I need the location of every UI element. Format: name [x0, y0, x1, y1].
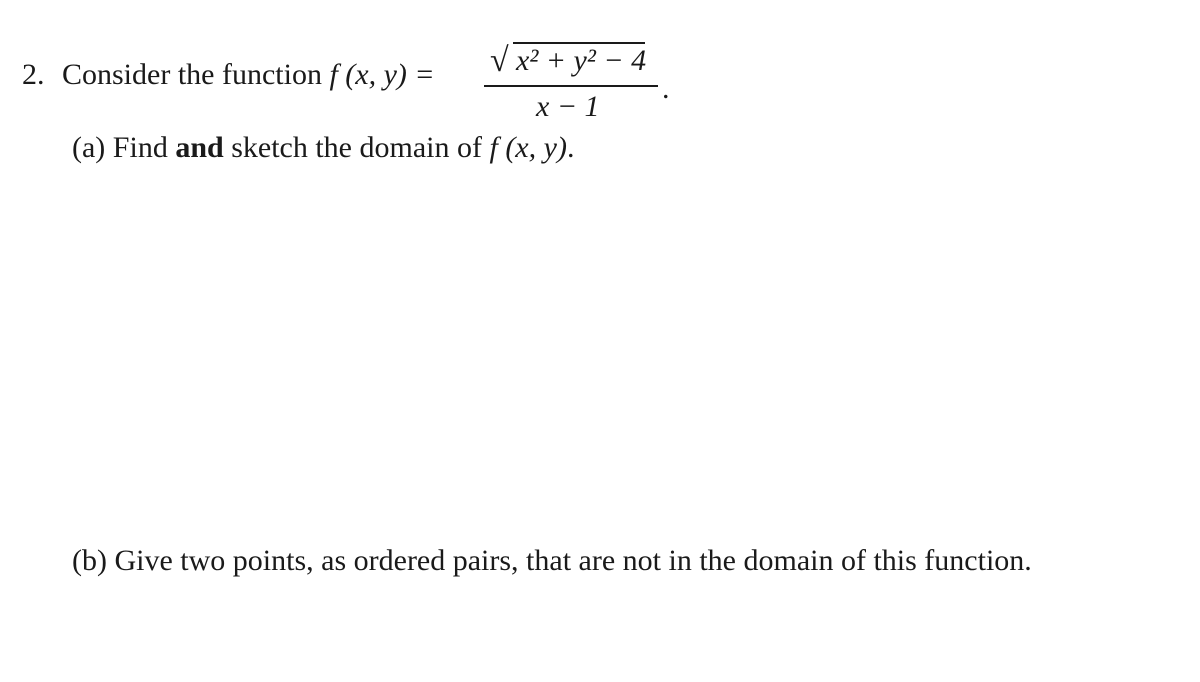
fraction-bar	[484, 85, 658, 87]
problem-number: 2.	[22, 58, 45, 91]
denominator: x − 1	[536, 90, 600, 123]
part-b-text: Give two points, as ordered pairs, that are not in the domain of this function.	[114, 544, 1032, 577]
function-fraction	[484, 28, 670, 123]
part-a-bold: and	[175, 131, 224, 164]
part-a-text-2: sketch the domain of	[231, 131, 482, 164]
part-b	[72, 546, 1032, 576]
part-b-label: (b)	[72, 544, 107, 577]
part-a-end: .	[566, 131, 575, 164]
part-a-function: f (x, y)	[489, 131, 567, 164]
part-a	[72, 133, 574, 163]
numerator: x² + y² − 4	[516, 44, 647, 77]
part-a-text-1: Find	[112, 131, 168, 164]
problem-intro	[62, 60, 435, 90]
square-root-sign: √	[490, 42, 509, 79]
end-punctuation: .	[662, 72, 670, 105]
part-a-label: (a)	[72, 131, 106, 164]
function-lhs: f (x, y) =	[329, 58, 435, 91]
problem-intro-text: Consider the function	[62, 58, 322, 91]
